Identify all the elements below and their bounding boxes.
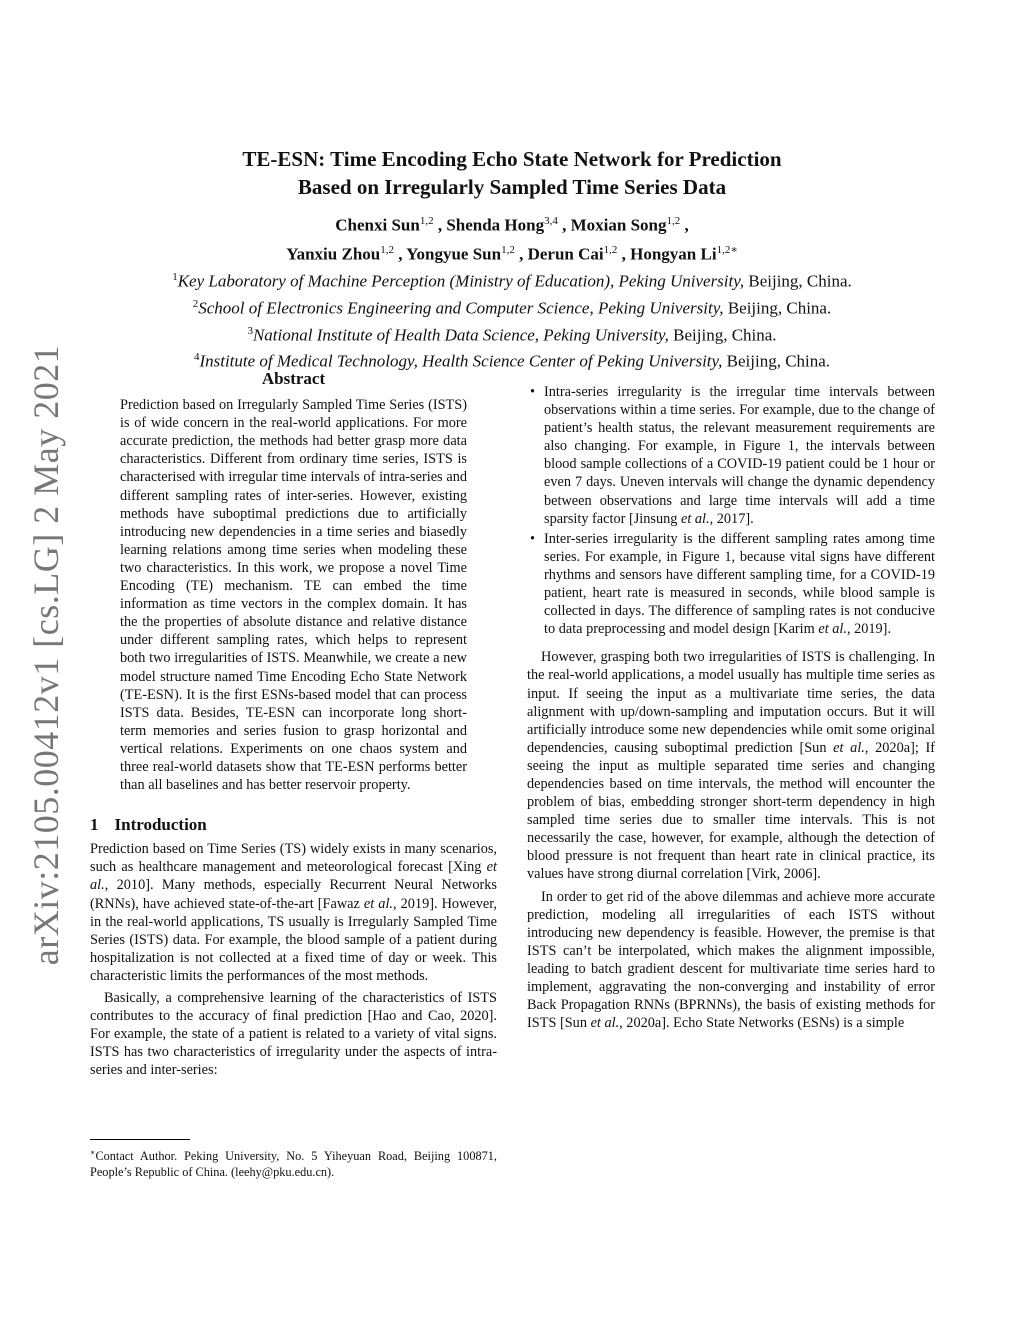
bullet-icon: •	[530, 530, 536, 547]
list-item	[527, 530, 935, 639]
text-run: Inter-series irregularity is the different sampling rates among time series. For example, in Figure 1, because vital signs have different rhythms and sensors have different sampling time, for a COVID-19 patient, heart rate is measured in seconds, while blood sample is collected in days. The difference of sampling rates is not conducive to data preprocessing and model design [Karim	[544, 530, 935, 638]
affiliation-2	[80, 293, 944, 320]
text-run: , 2010]. Many methods, especially Recurrent Neural Networks (RNNs), have achieved state-of-the-art [Fawaz	[90, 877, 497, 912]
paper-title	[80, 145, 944, 201]
section-title: Introduction	[114, 815, 207, 835]
author-line-1	[80, 209, 944, 238]
author-name: Yanxiu Zhou	[286, 244, 381, 264]
author-affil-mark: 3,4	[544, 215, 558, 227]
footnote	[90, 1145, 497, 1180]
author-affil-mark: 1,2	[419, 215, 434, 227]
abstract-text: Prediction based on Irregularly Sampled Time Series (ISTS) is of wide concern in the real-world applications. For more accurate prediction, the methods had better grasp more data characteristics. Different from ordinary time series, ISTS is characterised with irregular time intervals of intra-series and different sampling rates of inter-series. However, existing methods have suboptimal predictions due to artificially introducing new dependencies in a time series and biasedly learning relations among time series when modeling these two characteristics. In this work, we propose a novel Time Encoding (TE) mechanism. TE can embed the time information as time vectors in the complex domain. It has the the properties of absolute distance and relative distance under different sampling rates, which helps to represent both two irregularities of ISTS. Meanwhile, we create a new model structure named Time Encoding Echo State Network (TE-ESN). It is the first ESNs-based model that can process ISTS data. Besides, TE-ESN can incorporate long short-term memories and series fusion to grasp horizontal and vertical relations. Experiments on one chaos system and three real-world datasets show that TE-ESN performs better than all baselines and has better reservoir property.	[120, 397, 467, 794]
author-separator: ,	[680, 215, 689, 235]
bullet-icon: •	[530, 384, 536, 400]
right-column	[527, 373, 935, 1032]
text-run: In order to get rid of the above dilemmas and achieve more accurate prediction, modeling all irregularities of each ISTS without introducing new dependency is feasible. However, the premise is that ISTS can’t be interpolated, which makes the alignment impossible, leading to batch gradient descent for multivariate time series hard to implement, aggravating the non-converging and instability of error Back Propagation RNNs (BPRNNs), the basis of existing methods for ISTS [Sun	[527, 888, 935, 1032]
arxiv-sidebar	[24, 344, 68, 966]
author-affil-mark: 1,2∗	[716, 243, 738, 256]
author-separator: ,	[557, 215, 571, 235]
author-separator: ,	[393, 244, 407, 264]
section-heading-introduction	[90, 816, 497, 834]
affiliation-mark: 2	[192, 297, 199, 310]
footnote-text: Contact Author. Peking University, No. 5 Yiheyuan Road, Beijing 100871, People’s Republic of China. (leehy@pku.edu.cn).	[90, 1149, 497, 1180]
affiliation-place: Beijing, China.	[744, 271, 852, 291]
author-affil-mark: 1,2	[380, 243, 394, 256]
title-line-1: TE-ESN: Time Encoding Echo State Network for Prediction	[242, 147, 782, 171]
intro-paragraph-2: Basically, a comprehensive learning of the characteristics of ISTS contributes to the accuracy of final prediction [Hao and Cao, 2020]. For example, the state of a patient is related to a variety of vital signs. ISTS has two characteristics of irregularity under the aspects of intra-series and inter-series:	[90, 990, 497, 1079]
author-name: Moxian Song	[570, 215, 667, 235]
affiliation-name: Institute of Medical Technology, Health Science Center of Peking University,	[199, 351, 723, 371]
paper-header	[80, 145, 944, 373]
text-run: , 2017].	[709, 510, 754, 527]
author-affil-mark: 1,2	[501, 243, 515, 256]
affiliation-4	[80, 346, 944, 373]
author-name: Chenxi Sun	[335, 215, 420, 235]
text-run: , 2019].	[846, 621, 892, 638]
text-run: , 2019]. However, in the real-world applications, TS usually is Irregularly Sampled Time Series (ISTS) data. For example, the blood sample of a patient during hospitalization is not collected at a fixed time of day or week. This characteristic limits the performances of the most methods.	[90, 895, 498, 984]
affiliation-mark: 4	[193, 351, 200, 364]
author-separator: ,	[617, 244, 631, 264]
text-run: , 2020a]; If seeing the input as multiple separated time series and changing dependencies based on time intervals, the method will encounter the problem of bias, embedding stronger short-term dependency in high sampled time series due to smaller time intervals. This is not necessarily the case, however, for example, although the detection of blood pressure is not frequent than heart rate in clinical practice, its values have strong diurnal correlation [Virk, 2006].	[527, 739, 936, 883]
author-affil-mark: 1,2	[666, 215, 681, 227]
author-name: Yongyue Sun	[406, 244, 502, 264]
affiliation-name: Key Laboratory of Machine Perception (Ministry of Education), Peking University,	[177, 271, 745, 291]
text-run: , 2020a]. Echo State Networks (ESNs) is a simple	[619, 1015, 905, 1032]
text-run: Prediction based on Time Series (TS) widely exists in many scenarios, such as healthcare management and meteorological forecast [Xing	[90, 841, 497, 876]
affiliation-place: Beijing, China.	[722, 351, 831, 371]
citation-etal: et al.	[90, 859, 497, 894]
affiliation-name: School of Electronics Engineering and Computer Science, Peking University,	[198, 298, 724, 318]
intro-paragraph-1	[90, 840, 497, 985]
title-line-2: Based on Irregularly Sampled Time Series Data	[297, 175, 727, 199]
affiliation-name: National Institute of Health Data Science, Peking University,	[252, 325, 669, 345]
affiliation-3	[80, 320, 944, 347]
text-run: Intra-series irregularity is the irregular time intervals between observations within a time series. For example, due to the change of patient’s health status, the relevant measurement requirements are also changing. For example, in Figure 1, the intervals between blood sample collections of a COVID-19 patient could be 1 hour or even 7 days. Uneven intervals will change the dynamic dependency between observations and large time intervals will add a time sparsity factor [Jinsung	[544, 384, 935, 527]
text-run: However, grasping both two irregularities of ISTS is challenging. In the real-world applications, a model usually has multiple time series as input. If seeing the input as a multivariate time series, the data alignment with up/down-sampling and imputation occurs. But it will artificially introduce some new dependencies while omit some original dependencies, causing suboptimal prediction [Sun	[527, 649, 935, 756]
intro-paragraph-3	[527, 648, 935, 883]
affiliation-place: Beijing, China.	[723, 298, 832, 318]
citation-etal: et al.	[818, 621, 847, 638]
author-line-2	[80, 238, 944, 267]
section-number: 1	[90, 815, 99, 835]
affiliation-mark: 3	[247, 324, 253, 337]
citation-etal: et al.	[681, 510, 710, 527]
author-name: Derun Cai	[527, 244, 604, 264]
list-item	[527, 383, 935, 528]
author-name: Shenda Hong	[446, 215, 545, 235]
left-column	[90, 370, 497, 1079]
citation-etal: et al.	[590, 1015, 620, 1032]
author-affil-mark: 1,2	[603, 243, 618, 256]
footnote-mark: ∗	[90, 1148, 96, 1157]
author-list	[80, 209, 944, 266]
affiliation-mark: 1	[172, 271, 178, 284]
author-separator: ,	[433, 215, 447, 235]
citation-etal: et al.	[833, 739, 865, 756]
citation-etal: et al.	[363, 895, 393, 912]
affiliation-list	[80, 266, 944, 373]
author-name: Hongyan Li	[630, 244, 717, 264]
author-separator: ,	[514, 244, 528, 264]
abstract-heading: Abstract	[261, 369, 326, 388]
arxiv-identifier: arXiv:2105.00412v1 [cs.LG] 2 May 2021	[26, 344, 66, 966]
affiliation-1	[80, 266, 944, 293]
irregularity-list	[527, 383, 935, 638]
intro-paragraph-4	[527, 888, 935, 1033]
footnote-rule	[90, 1139, 190, 1140]
affiliation-place: Beijing, China.	[668, 325, 777, 345]
